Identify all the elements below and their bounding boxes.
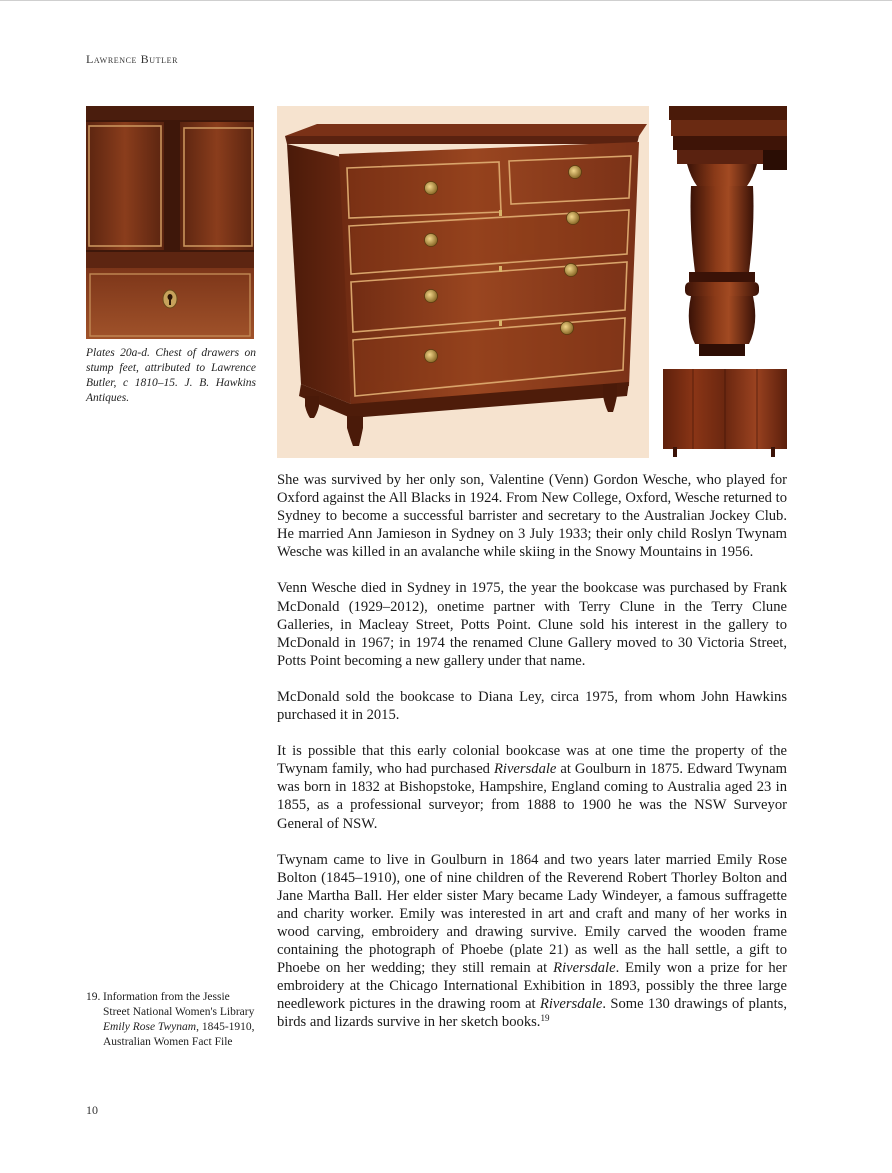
footnote-text: Information from the Jessie Street National Women's Library Emily Rose Twynam, 1845-1910, Australian Women Fact File — [103, 991, 255, 1048]
paragraph: McDonald sold the bookcase to Diana Ley, circa 1975, from whom John Hawkins purchased it in 2015. — [277, 688, 787, 724]
paragraph: Twynam came to live in Goulburn in 1864 and two years later married Emily Rose Bolton (1845–1910), one of nine children of the Reverend Robert Thorley Bolton and Jane Martha Ball. Her elder sister Mary became Lady Windeyer, a famous suffragette and charity worker. Emily was interested in art and craft and many of her works in wood carving, embroidery and drawing survive. Emily carved the wooden frame containing the photograph of Phoebe (plate 21) as well as the hall settle, a gift to Phoebe on her wedding; they still remain at Riversdale. Emily won a prize for her embroidery at the Chicago International Exhibition in 1893, possibly the three large needlework pictures in the drawing room at Riversdale. Some 130 drawings of plants, birds and lizards survive in her sketch books.$^{19}$ — [277, 851, 788, 1031]
top-rule — [0, 0, 892, 1]
footnote-number: 19. — [86, 991, 101, 1003]
running-head: Lawrence Butler — [86, 52, 179, 66]
footnote — [86, 990, 256, 1050]
photo-chest-of-drawers — [277, 106, 649, 458]
paragraph: It is possible that this early colonial bookcase was at one time the property of the Twynam family, who had purchased Riversdale at Goulburn in 1875. Edward Twynam was born in 1832 at Bishopstoke, Hampshire, England coming to Australia aged 23 in 1855, as a professional surveyor; from 1888 to 1900 he was the NSW Surveyor General of NSW. — [277, 743, 787, 832]
paragraph: She was survived by her only son, Valentine (Venn) Gordon Wesche, who played for Oxford against the All Blacks in 1924. From New College, Oxford, Wesche returned to Sydney to become a successful barrister and secretary to the Australian Jockey Club. He married Ann Jamieson in Sydney on 3 July 1933; their only child Roslyn Twynam Wesche was killed in an avalanche while skiing in the Snowy Mountains in 1956. — [277, 472, 787, 561]
body-text — [277, 471, 787, 1050]
photo-timber-detail — [663, 369, 787, 457]
plate-caption: Plates 20a-d. Chest of drawers on stump feet, attributed to Lawrence Butler, c 1810–15. J. B. Hawkins Antiques. — [86, 347, 256, 404]
footnote-reference[interactable]: 19 — [540, 1013, 550, 1024]
paragraph: Venn Wesche died in Sydney in 1975, the year the bookcase was purchased by Frank McDonald (1929–2012), onetime partner with Terry Clune in the Terry Clune Galleries, in Macleay Street, Potts Point. Clune sold his interest in the gallery to McDonald in 1967; in 1974 the renamed Clune Gallery moved to 30 Victoria Street, Potts Point becoming a new gallery under that name. — [277, 580, 787, 669]
photo-turned-foot — [663, 106, 787, 358]
photo-drawer-detail — [86, 106, 254, 339]
page-number: 10 — [86, 1103, 98, 1117]
